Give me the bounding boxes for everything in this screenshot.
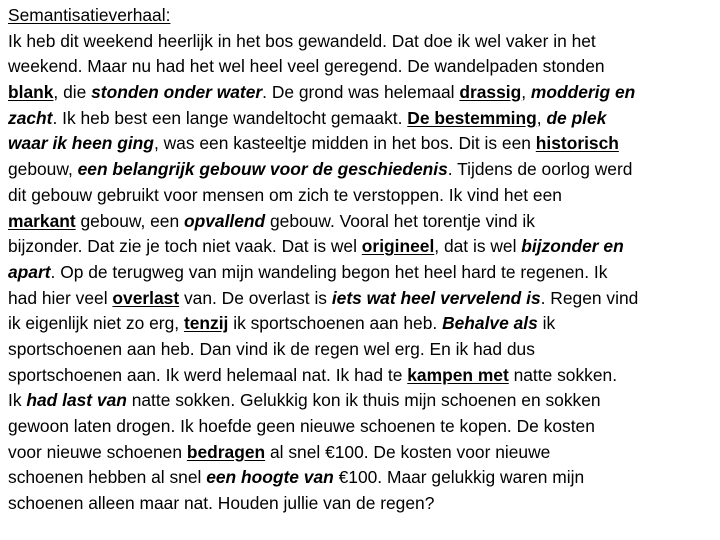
italic-explanation: de plek <box>546 107 607 128</box>
text-run: , <box>521 82 531 103</box>
story-line <box>8 54 716 80</box>
story-text <box>8 3 716 517</box>
text-run: al snel €100. De kosten voor nieuwe <box>265 441 551 462</box>
story-line <box>8 106 716 132</box>
text-run: van. De overlast is <box>179 287 332 308</box>
text-run: gebouw. Vooral het torentje vind ik <box>265 210 535 231</box>
text-run: bijzonder. Dat zie je toch niet vaak. Dat is wel <box>8 236 362 257</box>
text-run: €100. Maar gelukkig waren mijn <box>333 467 585 488</box>
text-run: voor nieuwe schoenen <box>8 441 187 462</box>
text-run: had hier veel <box>8 287 113 308</box>
text-run: , die <box>53 82 92 103</box>
text-run: dit gebouw gebruikt voor mensen om zich te verstoppen. Ik vind het een <box>8 184 562 205</box>
story-line <box>8 260 716 286</box>
story-line <box>8 414 716 440</box>
italic-explanation: een hoogte van <box>206 467 334 488</box>
text-run: Ik <box>8 390 27 411</box>
text-run: gebouw, <box>8 159 78 180</box>
story-line <box>8 157 716 183</box>
underlined-term: blank <box>8 82 54 103</box>
underlined-term: kampen met <box>407 364 509 385</box>
story-line <box>8 337 716 363</box>
story-title: Semantisatieverhaal: <box>8 5 171 25</box>
text-run: , dat is wel <box>434 236 522 257</box>
underlined-term: overlast <box>112 287 180 308</box>
text-run: , <box>536 107 547 128</box>
text-run: natte sokken. Gelukkig kon ik thuis mijn schoenen en sokken <box>126 390 601 411</box>
text-run: . Op de terugweg van mijn wandeling begon het heel hard te regenen. Ik <box>50 261 608 282</box>
italic-explanation: Behalve als <box>442 313 538 334</box>
text-run: schoenen alleen maar nat. Houden jullie van de regen? <box>8 493 435 514</box>
text-run: . Ik heb best een lange wandeltocht gemaakt. <box>52 107 408 128</box>
italic-explanation: had last van <box>26 390 127 411</box>
text-run: ik <box>537 313 556 334</box>
italic-explanation: waar ik heen ging <box>8 133 154 154</box>
story-line <box>8 311 716 337</box>
story-line <box>8 131 716 157</box>
italic-explanation: zacht <box>8 107 53 128</box>
italic-explanation: apart <box>8 261 51 282</box>
story-line <box>8 80 716 106</box>
text-run: natte sokken. <box>508 364 618 385</box>
text-run: . De grond was helemaal <box>262 82 460 103</box>
story-line <box>8 465 716 491</box>
text-run: schoenen hebben al snel <box>8 467 207 488</box>
underlined-term: markant <box>8 210 76 231</box>
underlined-term: drassig <box>459 82 522 103</box>
text-run: . Tijdens de oorlog werd <box>447 159 633 180</box>
text-run: sportschoenen aan. Ik werd helemaal nat. Ik had te <box>8 364 408 385</box>
story-line <box>8 363 716 389</box>
text-run: weekend. Maar nu had het wel heel veel geregend. De wandelpaden stonden <box>8 56 605 77</box>
underlined-term: tenzij <box>183 313 229 334</box>
story-line <box>8 183 716 209</box>
underlined-term: De bestemming <box>407 107 537 128</box>
story-line <box>8 388 716 414</box>
story-line <box>8 29 716 55</box>
italic-explanation: bijzonder en <box>521 236 624 257</box>
story-line <box>8 491 716 517</box>
story-line <box>8 234 716 260</box>
text-run: ik eigenlijk niet zo erg, <box>8 313 184 334</box>
text-run: ik sportschoenen aan heb. <box>228 313 443 334</box>
underlined-term: origineel <box>361 236 435 257</box>
story-line <box>8 286 716 312</box>
text-run: . Regen vind <box>540 287 639 308</box>
italic-explanation: iets wat heel vervelend is <box>331 287 541 308</box>
text-run: gewoon laten drogen. Ik hoefde geen nieuwe schoenen te kopen. De kosten <box>8 416 595 436</box>
story-line <box>8 440 716 466</box>
underlined-term: historisch <box>535 133 619 154</box>
story-line <box>8 209 716 235</box>
text-run: gebouw, een <box>75 210 184 231</box>
italic-explanation: stonden onder water <box>91 82 263 103</box>
italic-explanation: opvallend <box>183 210 266 231</box>
italic-explanation: modderig en <box>530 82 636 103</box>
italic-explanation: een belangrijk gebouw voor de geschiedenis <box>77 159 448 180</box>
underlined-term: bedragen <box>186 441 266 462</box>
text-run: Ik heb dit weekend heerlijk in het bos gewandeld. Dat doe ik wel vaker in het <box>8 30 596 51</box>
text-run: sportschoenen aan heb. Dan vind ik de regen wel erg. En ik had dus <box>8 338 535 359</box>
story-title-line <box>8 3 716 29</box>
text-run: , was een kasteeltje midden in het bos. Dit is een <box>153 133 536 154</box>
